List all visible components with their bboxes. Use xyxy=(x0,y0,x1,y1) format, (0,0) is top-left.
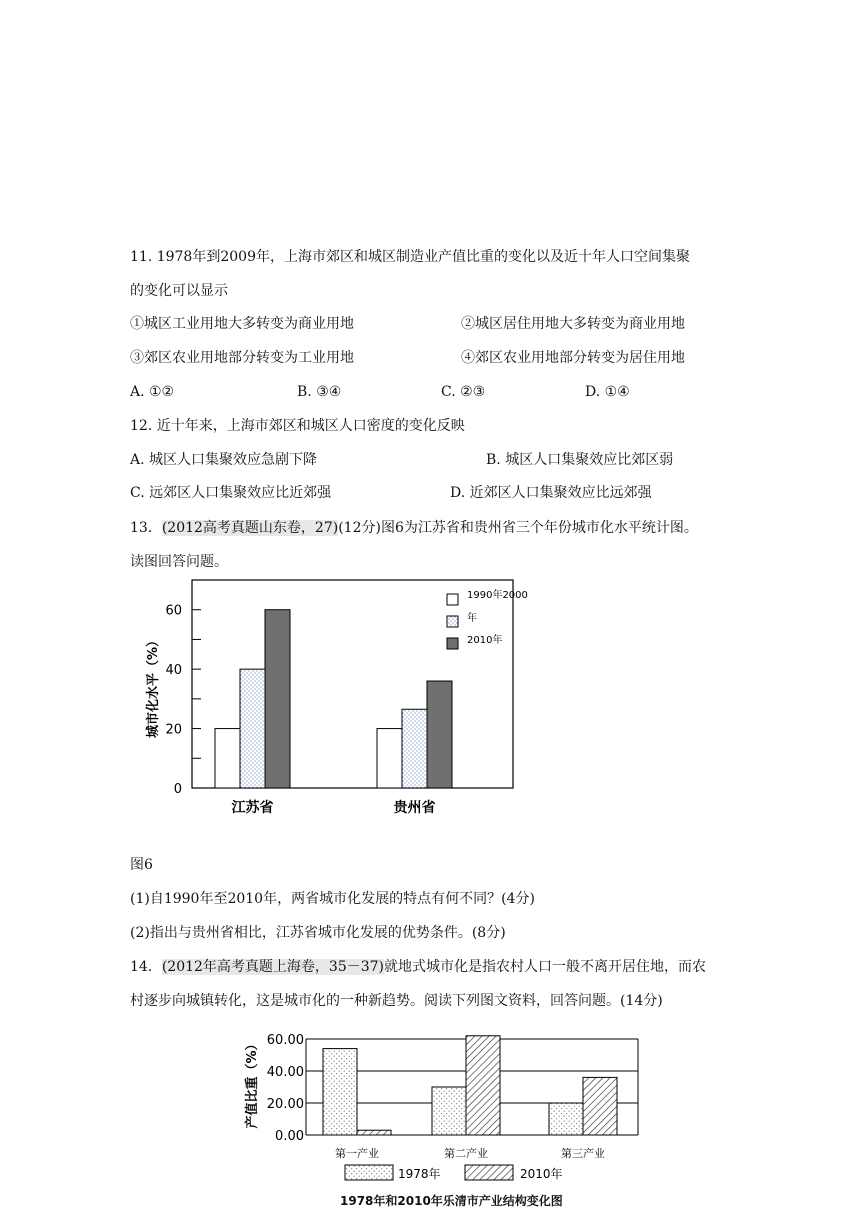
q13-stem-line2: 读图回答问题。 xyxy=(130,554,228,570)
bar-guizhou-2000年 xyxy=(402,709,427,788)
q12-option-b: B. 城区人口集聚效应比郊区弱 xyxy=(486,452,674,468)
q13-stem-line1 xyxy=(130,518,698,538)
legend-swatch xyxy=(447,616,458,627)
bar-jiangsu-1990年 xyxy=(215,729,240,788)
bar-第三产业-2010年 xyxy=(583,1077,617,1135)
q11-statement-3: ③郊区农业用地部分转变为工业用地 xyxy=(130,350,354,366)
figure-6-label: 图6 xyxy=(130,857,153,873)
legend-label: 2010年 xyxy=(467,635,503,646)
legend-label: 年 xyxy=(467,613,477,624)
q14-stem-line2: 村逐步向城镇转化，这是城市化的一种新趋势。阅读下列图文资料，回答问题。(14分) xyxy=(130,993,663,1009)
y-tick-label: 20 xyxy=(165,722,182,738)
bar-第二产业-1978年 xyxy=(432,1087,466,1135)
q14-number: 14． xyxy=(130,959,162,975)
y-tick-label: 60.00 xyxy=(266,1033,304,1048)
q12-stem: 12. 近十年来，上海市郊区和城区人口密度的变化反映 xyxy=(130,418,465,434)
q12-option-a: A. 城区人口集聚效应急剧下降 xyxy=(130,452,318,468)
q13-number: 13． xyxy=(130,520,162,536)
legend-swatch-1978 xyxy=(345,1165,393,1180)
q11-statement-2: ②城区居住用地大多转变为商业用地 xyxy=(461,316,685,332)
q13-subquestion-1: (1)自1990年至2010年，两省城市化发展的特点有何不同？(4分) xyxy=(130,891,535,907)
legend-swatch xyxy=(447,594,458,605)
q11-stem-line1: 11. 1978年到2009年，上海市郊区和城区制造业产值比重的变化以及近十年人口空间集聚 xyxy=(130,249,690,265)
q14-stem-line1 xyxy=(130,957,706,977)
legend-label: 1990年2000 xyxy=(467,590,528,601)
q11-statement-4: ④郊区农业用地部分转变为居住用地 xyxy=(461,350,685,366)
bar-jiangsu-2010年 xyxy=(265,610,290,788)
y-tick-label: 0 xyxy=(173,782,182,797)
q13-stem-text: (12分)图6为江苏省和贵州省三个年份城市化水平统计图。 xyxy=(338,520,698,536)
industry-structure-chart xyxy=(238,1025,648,1193)
q12-option-c: C. 远郊区人口集聚效应比近郊强 xyxy=(130,485,332,501)
bar-第三产业-1978年 xyxy=(549,1103,583,1135)
legend-label-1978: 1978年 xyxy=(398,1167,441,1181)
category-label: 贵州省 xyxy=(393,800,436,816)
q11-option-d: D. ①④ xyxy=(585,384,630,400)
q11-statement-1: ①城区工业用地大多转变为商业用地 xyxy=(130,316,354,332)
y-axis-title: 产值比重（%） xyxy=(245,1037,260,1129)
category-label: 第三产业 xyxy=(561,1147,605,1160)
bar-guizhou-2010年 xyxy=(427,681,452,788)
y-tick-label: 0.00 xyxy=(275,1129,304,1144)
q13-source-tag: (2012高考真题山东卷，27) xyxy=(161,520,339,536)
category-label: 江苏省 xyxy=(231,800,274,816)
bar-jiangsu-2000年 xyxy=(240,669,265,788)
y-axis-title: 城市化水平（%） xyxy=(146,633,161,739)
y-tick-label: 20.00 xyxy=(266,1097,304,1112)
q14-source-tag: (2012年高考真题上海卷，35－37) xyxy=(161,959,385,975)
legend-swatch-2010 xyxy=(465,1165,513,1180)
legend-label-2010: 2010年 xyxy=(520,1167,563,1181)
urbanization-chart xyxy=(140,578,540,823)
q11-option-a: A. ①② xyxy=(130,384,175,400)
category-label: 第二产业 xyxy=(444,1147,488,1160)
bar-第一产业-2010年 xyxy=(357,1130,391,1135)
bar-第一产业-1978年 xyxy=(323,1049,357,1135)
q12-option-d: D. 近郊区人口集聚效应比远郊强 xyxy=(450,485,652,501)
industry-chart-title: 1978年和2010年乐清市产业结构变化图 xyxy=(340,1194,563,1208)
bar-第二产业-2010年 xyxy=(466,1036,500,1135)
y-tick-label: 40 xyxy=(165,663,182,679)
q11-stem-line2: 的变化可以显示 xyxy=(130,283,228,299)
q11-option-b: B. ③④ xyxy=(297,384,342,400)
y-tick-label: 60 xyxy=(165,603,182,619)
category-label: 第一产业 xyxy=(335,1147,379,1160)
q14-stem-text: 就地式城市化是指农村人口一般不离开居住地，而农 xyxy=(384,959,707,975)
q13-subquestion-2: (2)指出与贵州省相比，江苏省城市化发展的优势条件。(8分) xyxy=(130,925,506,941)
q11-option-c: C. ②③ xyxy=(441,384,486,400)
bar-guizhou-1990年 xyxy=(377,729,402,788)
legend-swatch xyxy=(447,638,458,649)
y-tick-label: 40.00 xyxy=(266,1065,304,1080)
